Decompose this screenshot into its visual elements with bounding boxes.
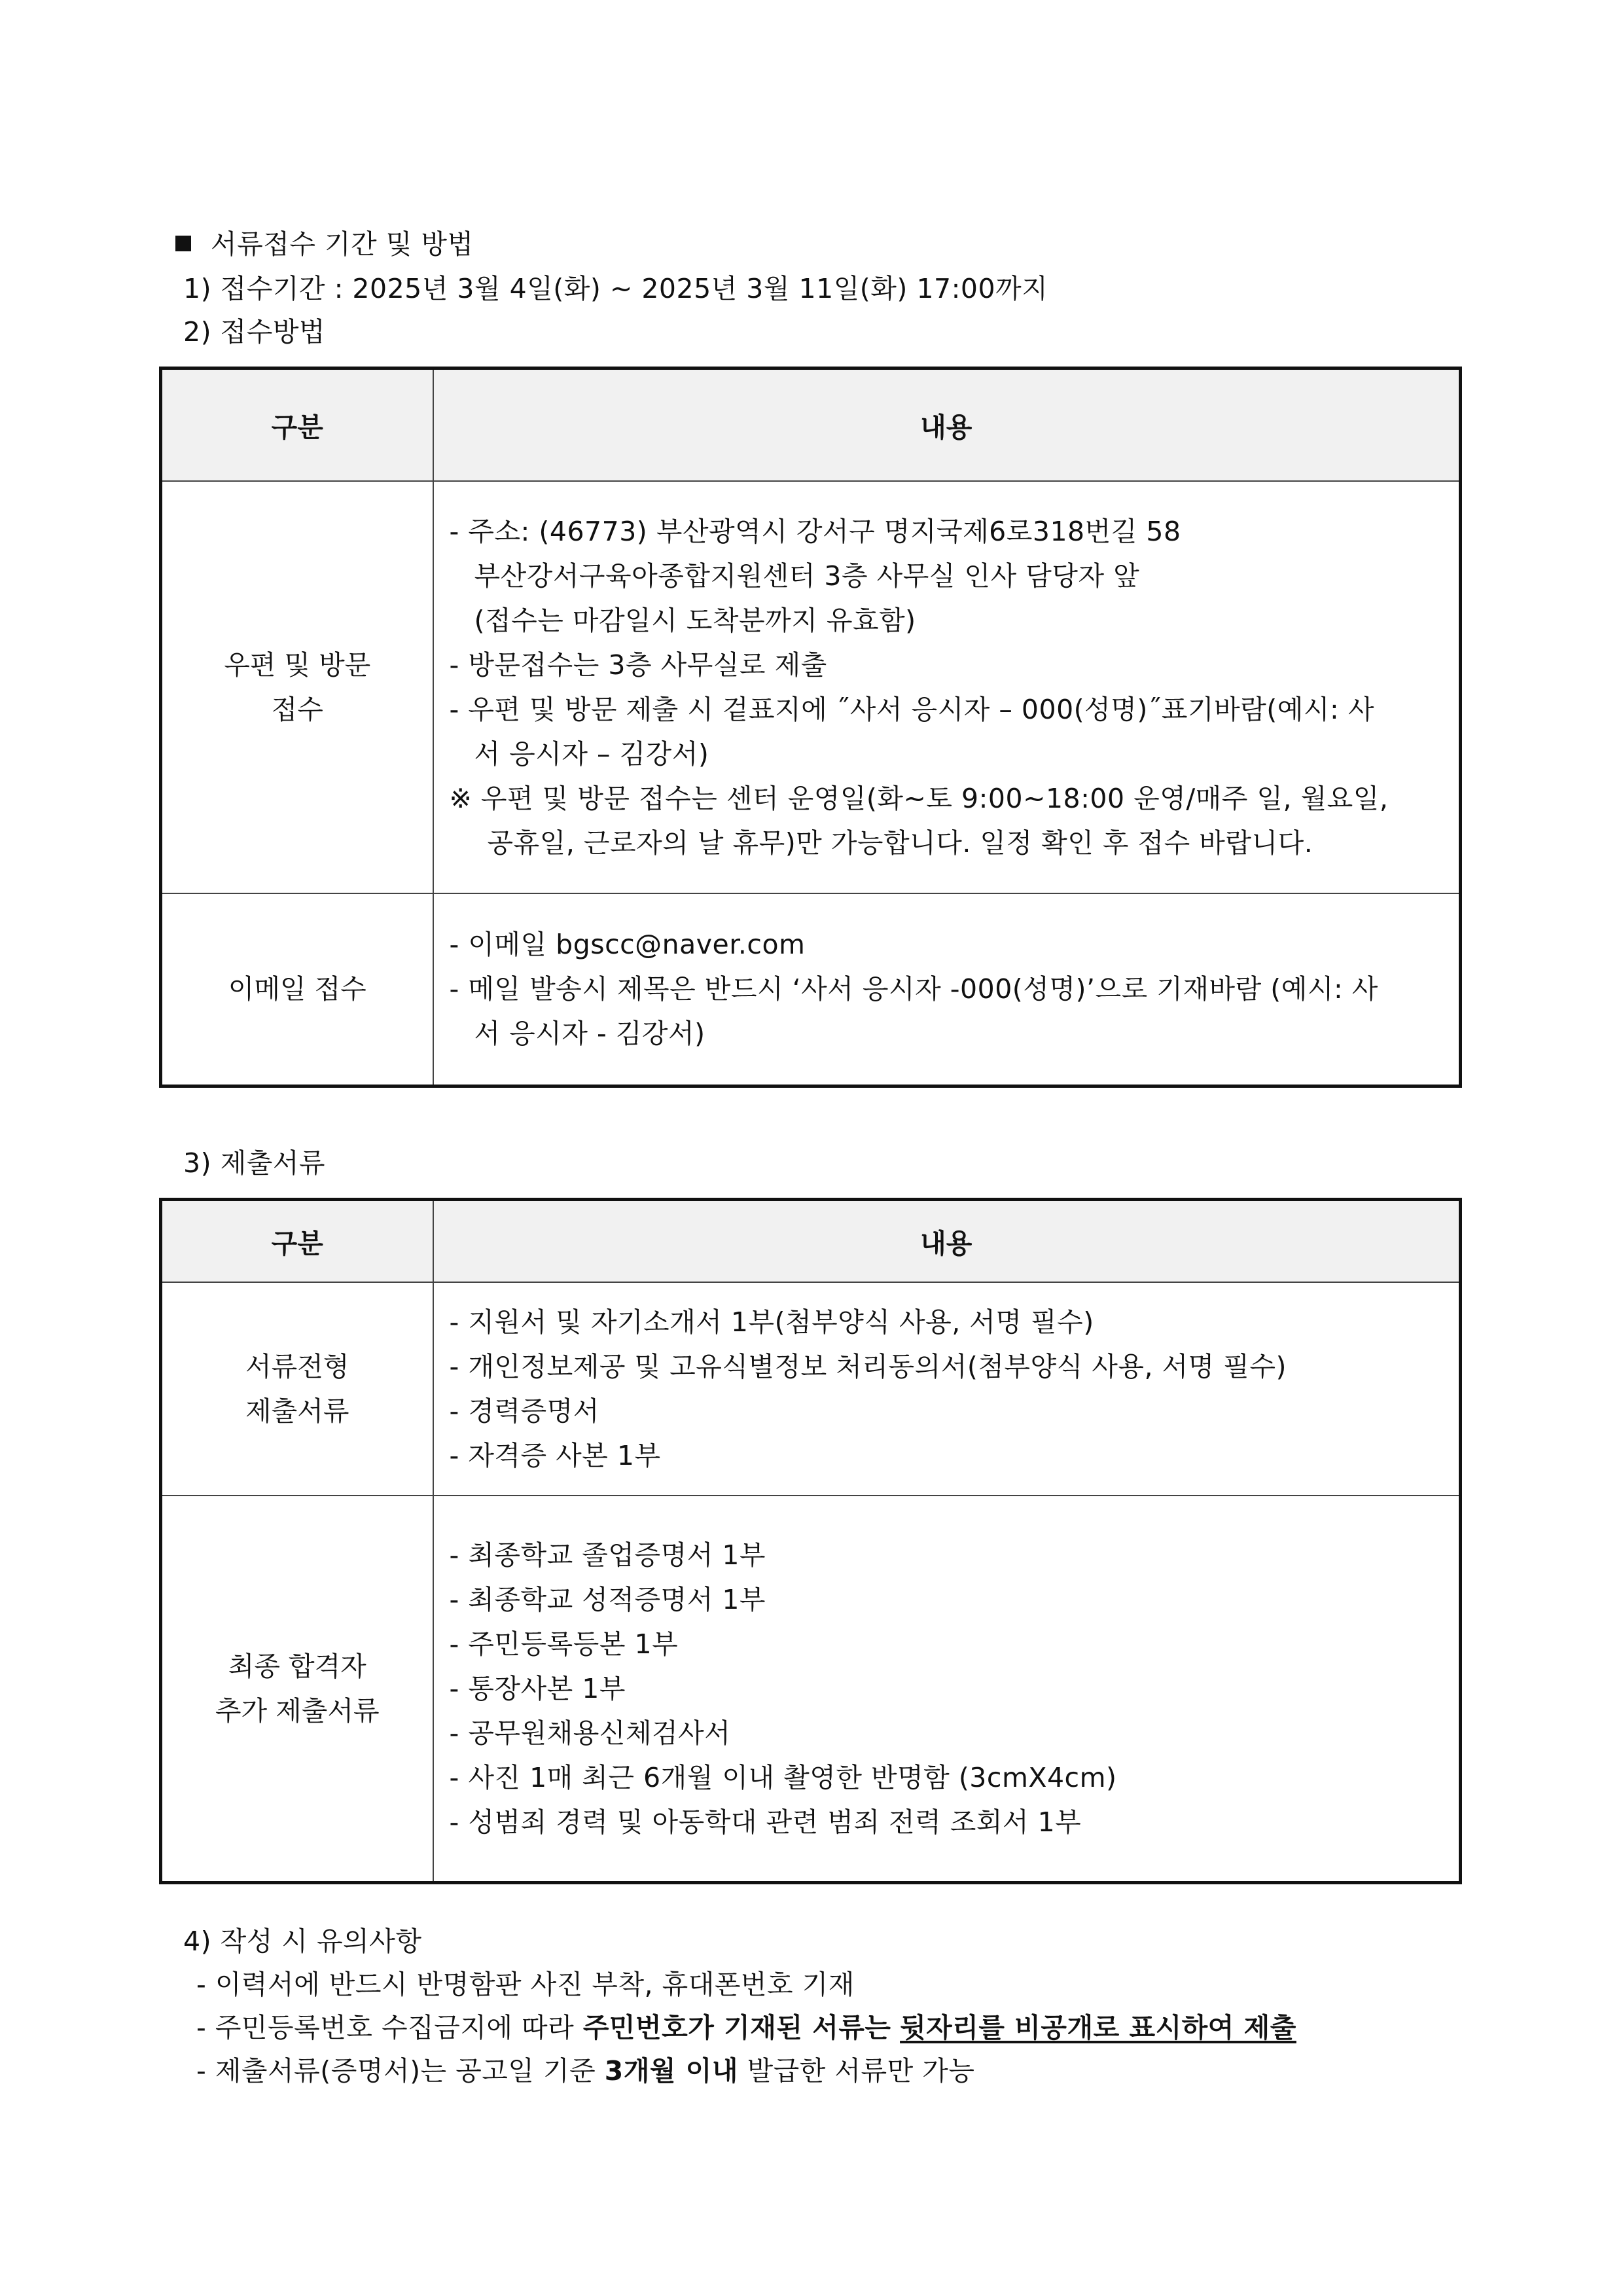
row-content-final bbox=[433, 1496, 1461, 1883]
note-item: - 주민등록번호 수집금지에 따라 주민번호가 기재된 서류는 뒷자리를 비공개로 표시하여 제출 bbox=[196, 2012, 1296, 2043]
notice-line-2: 공휴일, 근로자의 날 휴무)만 가능합니다. 일정 확인 후 접수 바랍니다. bbox=[487, 827, 1313, 859]
table-row-mail-visit bbox=[161, 481, 1461, 893]
list-item: - 최종학교 성적증명서 1부 bbox=[449, 1583, 766, 1615]
list-item: - 최종학교 졸업증명서 1부 bbox=[449, 1539, 766, 1571]
docs-title: 3) 제출서류 bbox=[183, 1147, 326, 1179]
bold-text: 주민번호가 기재된 서류는 bbox=[582, 2012, 891, 2043]
table-header-row bbox=[161, 368, 1461, 481]
list-item: - 공무원채용신체검사서 bbox=[449, 1717, 731, 1749]
method-title: 2) 접수방법 bbox=[183, 316, 326, 348]
application-method-table bbox=[159, 367, 1462, 1088]
section-title: 서류접수 기간 및 방법 bbox=[211, 228, 474, 260]
cover-line: - 우편 및 방문 제출 시 겉표지에 ˝사서 응시자 – 000(성명)˝표기바람(예시: 사 bbox=[449, 693, 1374, 725]
list-item: - 통장사본 1부 bbox=[449, 1672, 626, 1704]
notes-title: 4) 작성 시 유의사항 bbox=[183, 1926, 422, 1957]
note-item: - 제출서류(증명서)는 공고일 기준 3개월 이내 발급한 서류만 가능 bbox=[196, 2055, 975, 2087]
row-label-screening: 서류전형 제출서류 bbox=[161, 1282, 433, 1496]
row-label-email: 이메일 접수 bbox=[161, 893, 433, 1086]
header-category: 구분 bbox=[161, 368, 433, 481]
subject-line: - 메일 발송시 제목은 반드시 ‘사서 응시자 -000(성명)’으로 기재바람 (예시: 사 bbox=[449, 973, 1378, 1005]
header-content: 내용 bbox=[433, 1200, 1461, 1282]
list-item: - 경력증명서 bbox=[449, 1395, 599, 1427]
email-line: - 이메일 bgscc@naver.com bbox=[449, 929, 806, 961]
visit-line: - 방문접수는 3층 사무실로 제출 bbox=[449, 649, 827, 681]
application-period: 1) 접수기간 : 2025년 3월 4일(화) ~ 2025년 3월 11일(화) 17:00까지 bbox=[183, 273, 1048, 304]
header-category: 구분 bbox=[161, 1200, 433, 1282]
row-label-final: 최종 합격자 추가 제출서류 bbox=[161, 1496, 433, 1883]
notice-line: ※ 우편 및 방문 접수는 센터 운영일(화~토 9:00~18:00 운영/매주 일, 월요일, bbox=[449, 782, 1389, 814]
table-header-row bbox=[161, 1200, 1461, 1282]
list-item: - 주민등록등본 1부 bbox=[449, 1628, 679, 1660]
row-content-mail-visit bbox=[433, 481, 1461, 893]
list-item: - 성범죄 경력 및 아동학대 관련 범죄 전력 조회서 1부 bbox=[449, 1806, 1082, 1838]
square-bullet-icon bbox=[175, 236, 191, 251]
section-heading bbox=[175, 224, 474, 264]
address-note: (접수는 마감일시 도착분까지 유효함) bbox=[474, 604, 916, 636]
table-row-email bbox=[161, 893, 1461, 1086]
note-item: - 이력서에 반드시 반명함판 사진 부착, 휴대폰번호 기재 bbox=[196, 1969, 855, 2000]
submission-docs-table bbox=[159, 1198, 1462, 1884]
list-item: - 개인정보제공 및 고유식별정보 처리동의서(첨부양식 사용, 서명 필수) bbox=[449, 1350, 1287, 1382]
underlined-text: 뒷자리를 비공개로 표시하여 제출 bbox=[900, 2012, 1296, 2043]
bold-text: 3개월 이내 bbox=[604, 2055, 739, 2087]
header-content: 내용 bbox=[433, 368, 1461, 481]
list-item: - 지원서 및 자기소개서 1부(첨부양식 사용, 서명 필수) bbox=[449, 1306, 1094, 1338]
row-content-screening bbox=[433, 1282, 1461, 1496]
cover-line-2: 서 응시자 – 김강서) bbox=[474, 738, 709, 770]
address-line-2: 부산강서구육아종합지원센터 3층 사무실 인사 담당자 앞 bbox=[474, 560, 1140, 592]
subject-line-2: 서 응시자 - 김강서) bbox=[474, 1018, 705, 1050]
table-row-final bbox=[161, 1496, 1461, 1883]
row-label-mail-visit: 우편 및 방문 접수 bbox=[161, 481, 433, 893]
address-line: - 주소: (46773) 부산광역시 강서구 명지국제6로318번길 58 bbox=[449, 515, 1181, 547]
table-row-screening bbox=[161, 1282, 1461, 1496]
list-item: - 사진 1매 최근 6개월 이내 촬영한 반명함 (3cmX4cm) bbox=[449, 1761, 1117, 1793]
row-content-email bbox=[433, 893, 1461, 1086]
list-item: - 자격증 사본 1부 bbox=[449, 1439, 661, 1471]
